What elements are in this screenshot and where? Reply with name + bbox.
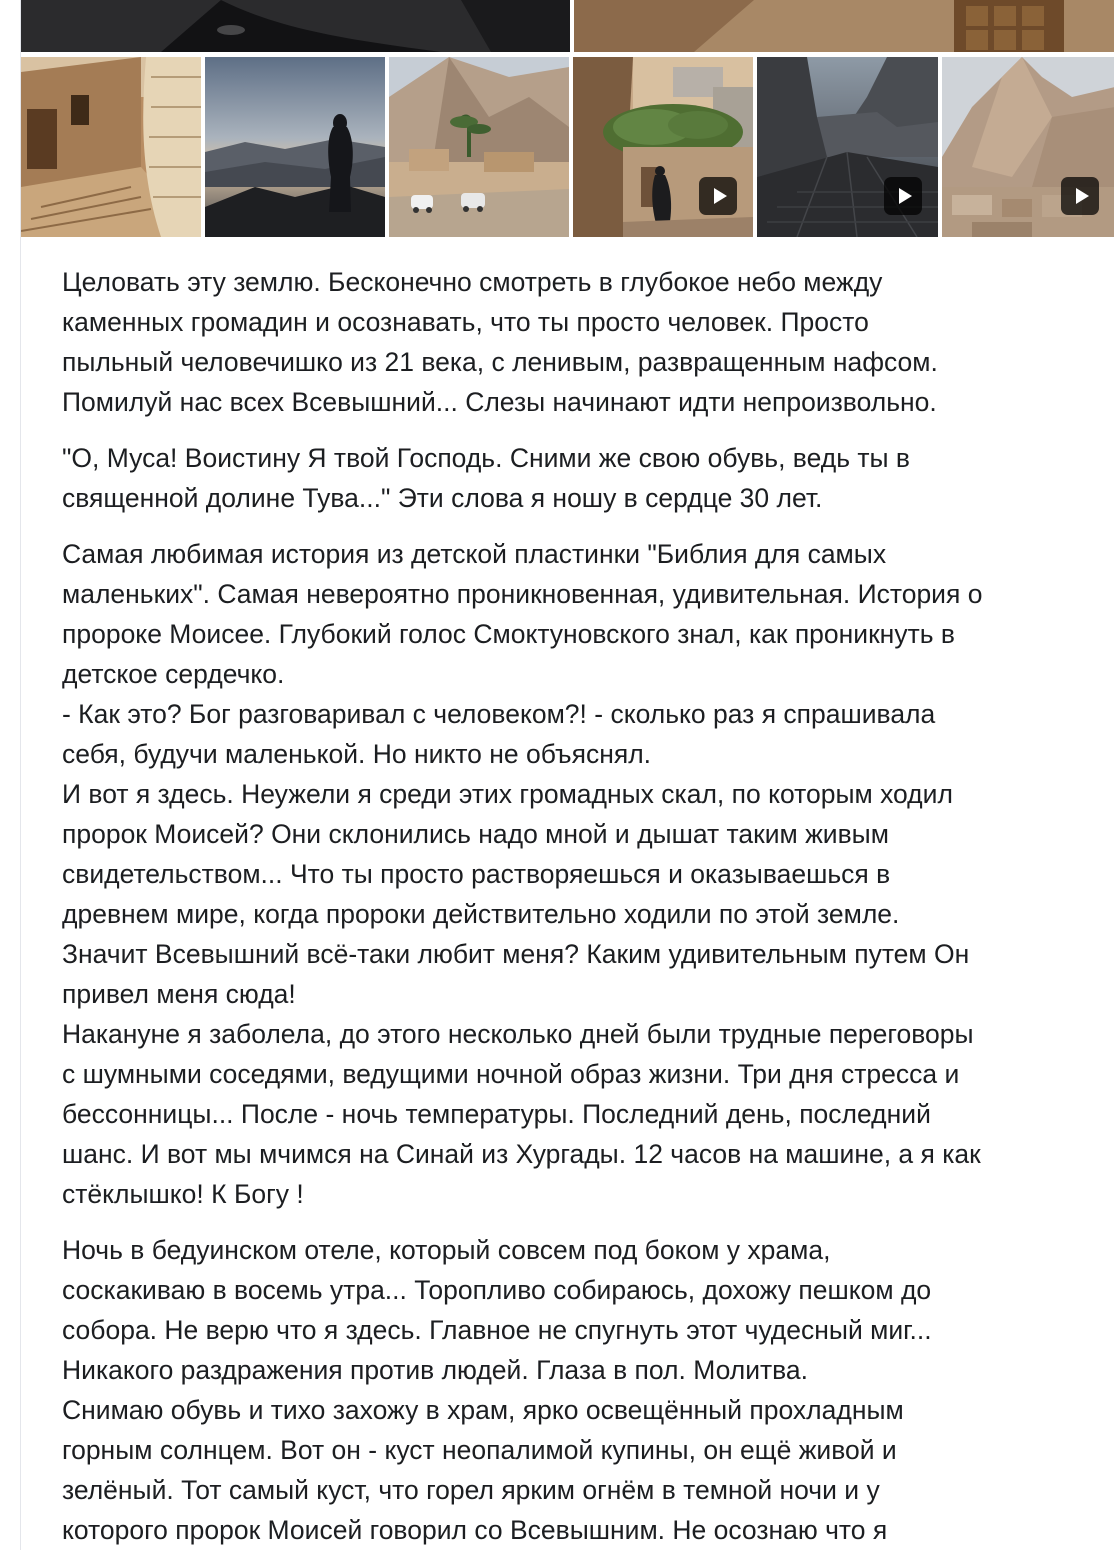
text-line: привел меня сюда! [62,979,296,1009]
play-icon[interactable] [1061,177,1099,215]
text-line: пророк Моисей? Они склонились надо мной и дышат таким живым [62,819,889,849]
play-icon[interactable] [884,177,922,215]
text-line: маленьких". Самая невероятно проникновенная, удивительная. История о [62,579,983,609]
text-line: Снимаю обувь и тихо захожу в храм, ярко освещённый прохладным [62,1395,904,1425]
text-line: - Как это? Бог разговаривал с человеком?! - сколько раз я спрашивала [62,699,936,729]
text-line: которого пророк Моисей говорил со Всевышним. Не осознаю что я [62,1515,888,1545]
photo-monastery-alley[interactable] [21,57,201,237]
post-paragraph [62,534,1102,1214]
text-line: каменных громадин и осознавать, что ты просто человек. Просто [62,307,869,337]
text-line: пыльный человечишко из 21 века, с ленивым, развращенным нафсом. [62,347,938,377]
text-line: священной долине Тува..." Эти слова я ношу в сердце 30 лет. [62,483,823,513]
text-line: Накануне я заболела, до этого несколько дней были трудные переговоры [62,1019,974,1049]
photo-gallery [21,0,1114,240]
post-card [20,0,1114,1550]
post-paragraph [62,262,1102,422]
post-paragraph [62,438,1102,518]
text-line: шанс. И вот мы мчимся на Синай из Хургады. 12 часов на машине, а я как [62,1139,981,1169]
photo-burning-bush[interactable] [573,57,753,237]
text-line: собора. Не верю что я здесь. Главное не спугнуть этот чудесный миг... [62,1315,932,1345]
text-line: пророке Моисее. Глубокий голос Смоктуновского знал, как проникнуть в [62,619,955,649]
photo-mountain-sunrise[interactable] [205,57,385,237]
text-line: соскакиваю в восемь утра... Торопливо собираюсь, дохожу пешком до [62,1275,932,1305]
text-line: Целовать эту землю. Бесконечно смотреть в глубокое небо между [62,267,883,297]
text-line: зелёный. Тот самый куст, что горел ярким огнём в темной ночи и у [62,1475,880,1505]
text-line: Значит Всевышний всё-таки любит меня? Каким удивительным путем Он [62,939,970,969]
photo-mount-sinai[interactable] [942,57,1114,237]
text-line: "О, Муса! Воистину Я твой Господь. Сними же свою обувь, ведь ты в [62,443,910,473]
text-line: Никакого раздражения против людей. Глаза в пол. Молитва. [62,1355,809,1385]
text-line: стёклышко! К Богу ! [62,1179,304,1209]
text-line: И вот я здесь. Неужели я среди этих громадных скал, по которым ходил [62,779,953,809]
text-line: с шумными соседями, ведущими ночной образ жизни. Три дня стресса и [62,1059,960,1089]
text-line: свидетельством... Что ты просто растворяешься и оказываешься в [62,859,891,889]
photo-stone-path[interactable] [757,57,938,237]
text-line: древнем мире, когда пророки действительно ходили по этой земле. [62,899,900,929]
text-line: Самая любимая история из детской пластинки "Библия для самых [62,539,887,569]
text-line: Помилуй нас всех Всевышний... Слезы начинают идти непроизвольно. [62,387,937,417]
text-line: себя, будучи маленькой. Но никто не объяснял. [62,739,652,769]
text-line: горным солнцем. Вот он - куст неопалимой купины, он ещё живой и [62,1435,897,1465]
photo-top-right[interactable] [574,0,1114,52]
text-line: Ночь в бедуинском отеле, который совсем под боком у храма, [62,1235,831,1265]
photo-top-left[interactable] [21,0,570,52]
post-text [62,262,1102,1550]
photo-valley-cars[interactable] [389,57,569,237]
post-paragraph [62,1230,1102,1550]
play-icon[interactable] [699,177,737,215]
text-line: детское сердечко. [62,659,285,689]
text-line: бессонницы... После - ночь температуры. Последний день, последний [62,1099,931,1129]
